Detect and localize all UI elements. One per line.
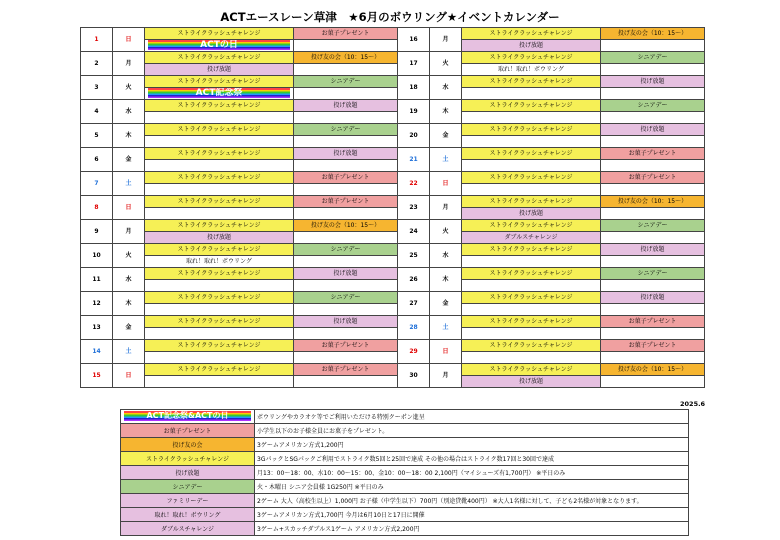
- event-sub-1: [145, 328, 294, 340]
- legend-row: [121, 480, 689, 494]
- calendar-row: [81, 292, 705, 304]
- weekday: 日: [113, 28, 145, 52]
- event-sub-1: [462, 256, 601, 268]
- weekday: 日: [113, 196, 145, 220]
- calendar-subrow: [81, 64, 705, 76]
- event-sub-2: [294, 64, 398, 76]
- calendar-subrow: [81, 304, 705, 316]
- event-sub-1: 投げ放題: [462, 376, 601, 388]
- event-secondary: お菓子プレゼント: [601, 172, 705, 184]
- calendar-subrow: [81, 256, 705, 268]
- weekday: 土: [430, 316, 462, 340]
- calendar-row: [81, 340, 705, 352]
- legend-row: [121, 452, 689, 466]
- event-secondary: 投げ友の会（10：15～）: [601, 196, 705, 208]
- legend-description: 3ゲームアメリカン方式1,200円: [255, 438, 689, 452]
- event-secondary: お菓子プレゼント: [294, 172, 398, 184]
- weekday: 木: [430, 268, 462, 292]
- event-sub-1: 投げ放題: [462, 208, 601, 220]
- day-number: 15: [81, 364, 113, 388]
- weekday: 月: [430, 364, 462, 388]
- event-secondary: シニアデー: [294, 76, 398, 88]
- page-title: ACTエースレーン草津 ★6月のボウリング★イベントカレンダー: [220, 10, 560, 24]
- event-sub-1: [145, 136, 294, 148]
- legend-name: 投げ友の会: [121, 438, 255, 452]
- event-strike-challenge: ストライクラッシュチャレンジ: [462, 76, 601, 88]
- event-secondary: 投げ放題: [294, 268, 398, 280]
- day-number: 21: [398, 148, 430, 172]
- legend-description: 2ゲーム 大人（高校生以上）1,000円 お子様（中学生以下）700円（別途貸靴400円） ※大人1名様に対して、子ども2名様が対象となります。: [255, 494, 689, 508]
- calendar-row: [81, 52, 705, 64]
- event-strike-challenge: ストライクラッシュチャレンジ: [145, 364, 294, 376]
- event-sub-1: [462, 328, 601, 340]
- calendar-subrow: [81, 184, 705, 196]
- weekday: 金: [113, 148, 145, 172]
- weekday: 水: [430, 76, 462, 100]
- event-secondary: シニアデー: [294, 292, 398, 304]
- day-number: 8: [81, 196, 113, 220]
- legend-name: ストライクラッシュチャレンジ: [121, 452, 255, 466]
- event-sub-2: [294, 184, 398, 196]
- event-secondary: シニアデー: [601, 220, 705, 232]
- event-strike-challenge: ストライクラッシュチャレンジ: [462, 172, 601, 184]
- day-number: 4: [81, 100, 113, 124]
- event-sub-1: [462, 184, 601, 196]
- event-sub-1: [145, 208, 294, 220]
- event-secondary: お菓子プレゼント: [294, 340, 398, 352]
- day-number: 2: [81, 52, 113, 76]
- calendar-row: [81, 196, 705, 208]
- event-sub-2: [601, 328, 705, 340]
- event-sub-2: [294, 304, 398, 316]
- event-strike-challenge: ストライクラッシュチャレンジ: [145, 316, 294, 328]
- calendar-subrow: [81, 352, 705, 364]
- legend-description: 3ゲーム+スカッチダブルス1ゲーム アメリカン方式2,200円: [255, 522, 689, 536]
- event-sub-2: [294, 280, 398, 292]
- event-sub-2: [294, 232, 398, 244]
- weekday: 土: [430, 148, 462, 172]
- day-number: 28: [398, 316, 430, 340]
- event-strike-challenge: ストライクラッシュチャレンジ: [145, 268, 294, 280]
- event-sub-2: [601, 88, 705, 100]
- legend-name: 投げ放題: [121, 466, 255, 480]
- event-sub-2: [294, 112, 398, 124]
- event-sub-1: [145, 40, 294, 52]
- event-strike-challenge: ストライクラッシュチャレンジ: [145, 76, 294, 88]
- event-calendar-table: [80, 27, 705, 388]
- day-number: 19: [398, 100, 430, 124]
- event-secondary: シニアデー: [294, 244, 398, 256]
- event-secondary: 投げ友の会（10：15～）: [294, 220, 398, 232]
- weekday: 土: [113, 340, 145, 364]
- calendar-subrow: [81, 40, 705, 52]
- day-number: 26: [398, 268, 430, 292]
- event-sub-1: 投げ放題: [462, 40, 601, 52]
- calendar-subrow: [81, 232, 705, 244]
- calendar-row: [81, 76, 705, 88]
- event-sub-2: [601, 160, 705, 172]
- event-secondary: 投げ友の会（10：15～）: [601, 364, 705, 376]
- legend-row: [121, 410, 689, 424]
- event-sub-2: [294, 208, 398, 220]
- calendar-subrow: [81, 208, 705, 220]
- event-strike-challenge: ストライクラッシュチャレンジ: [145, 292, 294, 304]
- weekday: 月: [430, 28, 462, 52]
- event-sub-2: [294, 352, 398, 364]
- day-number: 29: [398, 340, 430, 364]
- weekday: 土: [113, 172, 145, 196]
- weekday: 火: [113, 76, 145, 100]
- weekday: 水: [430, 244, 462, 268]
- day-number: 16: [398, 28, 430, 52]
- event-sub-1: [145, 304, 294, 316]
- weekday: 火: [430, 52, 462, 76]
- event-strike-challenge: ストライクラッシュチャレンジ: [462, 268, 601, 280]
- weekday: 金: [430, 124, 462, 148]
- event-strike-challenge: ストライクラッシュチャレンジ: [462, 220, 601, 232]
- event-secondary: シニアデー: [601, 100, 705, 112]
- day-number: 6: [81, 148, 113, 172]
- day-number: 5: [81, 124, 113, 148]
- event-sub-2: [601, 64, 705, 76]
- event-strike-challenge: ストライクラッシュチャレンジ: [462, 340, 601, 352]
- day-number: 17: [398, 52, 430, 76]
- calendar-subrow: [81, 280, 705, 292]
- calendar-subrow: [81, 328, 705, 340]
- event-sub-2: [601, 208, 705, 220]
- weekday: 木: [113, 124, 145, 148]
- event-sub-2: [294, 256, 398, 268]
- event-strike-challenge: ストライクラッシュチャレンジ: [145, 100, 294, 112]
- day-number: 24: [398, 220, 430, 244]
- event-strike-challenge: ストライクラッシュチャレンジ: [145, 52, 294, 64]
- legend-description: 火・木曜日 シニア会員様 1G250円 ※平日のみ: [255, 480, 689, 494]
- legend-row: [121, 424, 689, 438]
- weekday: 水: [113, 100, 145, 124]
- event-sub-1: [145, 160, 294, 172]
- calendar-subrow: [81, 160, 705, 172]
- calendar-subrow: [81, 88, 705, 100]
- legend-description: ボウリングやカラオケ等でご利用いただける特別クーポン進呈: [255, 410, 689, 424]
- legend-table: [120, 409, 689, 536]
- legend-description: 3ゲームアメリカン方式1,700円 今月は6月10日と17日に開催: [255, 508, 689, 522]
- event-sub-2: [294, 40, 398, 52]
- legend-name: [121, 410, 255, 424]
- event-secondary: 投げ放題: [294, 316, 398, 328]
- legend-row: [121, 438, 689, 452]
- legend-name: シニアデー: [121, 480, 255, 494]
- event-sub-1: [462, 160, 601, 172]
- calendar-row: [81, 244, 705, 256]
- event-sub-2: [601, 184, 705, 196]
- calendar-row: [81, 124, 705, 136]
- event-strike-challenge: ストライクラッシュチャレンジ: [145, 244, 294, 256]
- event-sub-1: [145, 88, 294, 100]
- event-sub-2: [601, 40, 705, 52]
- event-sub-1: [145, 352, 294, 364]
- weekday: 日: [113, 364, 145, 388]
- calendar-subrow: [81, 112, 705, 124]
- event-secondary: お菓子プレゼント: [601, 316, 705, 328]
- legend-name: ダブルスチャレンジ: [121, 522, 255, 536]
- day-number: 10: [81, 244, 113, 268]
- day-number: 23: [398, 196, 430, 220]
- event-sub-2: [294, 136, 398, 148]
- event-secondary: シニアデー: [294, 124, 398, 136]
- legend-name: 取れ！取れ！ボウリング: [121, 508, 255, 522]
- calendar-row: [81, 316, 705, 328]
- weekday: 月: [430, 196, 462, 220]
- day-number: 7: [81, 172, 113, 196]
- calendar-row: [81, 172, 705, 184]
- event-sub-1: 取れ！取れ！ボウリング: [145, 256, 294, 268]
- day-number: 13: [81, 316, 113, 340]
- event-sub-1: 投げ放題: [145, 232, 294, 244]
- event-sub-1: ダブルスチャレンジ: [462, 232, 601, 244]
- weekday: 木: [113, 292, 145, 316]
- day-number: 27: [398, 292, 430, 316]
- event-sub-2: [601, 352, 705, 364]
- event-secondary: 投げ放題: [601, 244, 705, 256]
- event-secondary: シニアデー: [601, 52, 705, 64]
- event-secondary: お菓子プレゼント: [601, 340, 705, 352]
- weekday: 金: [113, 316, 145, 340]
- event-secondary: 投げ友の会（10：15～）: [601, 28, 705, 40]
- day-number: 9: [81, 220, 113, 244]
- event-strike-challenge: ストライクラッシュチャレンジ: [462, 244, 601, 256]
- event-sub-1: [145, 280, 294, 292]
- event-strike-challenge: ストライクラッシュチャレンジ: [462, 124, 601, 136]
- event-secondary: 投げ放題: [601, 76, 705, 88]
- legend-banner: ACT記念祭&ACTの日: [124, 411, 251, 421]
- event-strike-challenge: ストライクラッシュチャレンジ: [462, 28, 601, 40]
- event-sub-2: [601, 280, 705, 292]
- event-sub-1: 投げ放題: [145, 64, 294, 76]
- day-number: 20: [398, 124, 430, 148]
- event-strike-challenge: ストライクラッシュチャレンジ: [145, 220, 294, 232]
- event-sub-1: [462, 280, 601, 292]
- event-sub-2: [601, 112, 705, 124]
- event-banner: ACT記念祭: [148, 88, 290, 98]
- event-strike-challenge: ストライクラッシュチャレンジ: [462, 364, 601, 376]
- weekday: 木: [430, 100, 462, 124]
- day-number: 14: [81, 340, 113, 364]
- day-number: 30: [398, 364, 430, 388]
- weekday: 水: [113, 268, 145, 292]
- weekday: 火: [113, 244, 145, 268]
- calendar-row: [81, 220, 705, 232]
- legend-description: 3GパックとSGパックご利用でストライク数5回と25回で達成 その他の場合はストライク数17回と30回で達成: [255, 452, 689, 466]
- weekday: 金: [430, 292, 462, 316]
- event-sub-1: [462, 352, 601, 364]
- event-sub-1: [462, 112, 601, 124]
- day-number: 25: [398, 244, 430, 268]
- calendar-row: [81, 364, 705, 376]
- event-strike-challenge: ストライクラッシュチャレンジ: [145, 28, 294, 40]
- legend-row: [121, 522, 689, 536]
- event-secondary: お菓子プレゼント: [294, 196, 398, 208]
- event-sub-1: [145, 112, 294, 124]
- event-secondary: お菓子プレゼント: [294, 364, 398, 376]
- event-sub-1: [462, 304, 601, 316]
- event-strike-challenge: ストライクラッシュチャレンジ: [462, 196, 601, 208]
- event-sub-2: [601, 376, 705, 388]
- event-sub-2: [294, 328, 398, 340]
- day-number: 3: [81, 76, 113, 100]
- event-strike-challenge: ストライクラッシュチャレンジ: [462, 148, 601, 160]
- legend-description: 月13：00～18：00、水10：00～15：00、金10：00～18：00 2,100円（マイシューズ有1,700円） ※平日のみ: [255, 466, 689, 480]
- weekday: 月: [113, 220, 145, 244]
- calendar-row: [81, 148, 705, 160]
- event-sub-2: [601, 256, 705, 268]
- day-number: 12: [81, 292, 113, 316]
- year-month-label: 2025.6: [680, 400, 706, 408]
- event-sub-2: [601, 304, 705, 316]
- event-sub-2: [601, 232, 705, 244]
- legend-row: [121, 494, 689, 508]
- event-strike-challenge: ストライクラッシュチャレンジ: [145, 340, 294, 352]
- weekday: 月: [113, 52, 145, 76]
- event-sub-2: [294, 376, 398, 388]
- calendar-subrow: [81, 376, 705, 388]
- event-sub-1: [462, 136, 601, 148]
- legend-description: 小学生以下のお子様全員にお菓子をプレゼント。: [255, 424, 689, 438]
- event-secondary: 投げ放題: [294, 100, 398, 112]
- calendar-subrow: [81, 136, 705, 148]
- legend-row: [121, 508, 689, 522]
- event-strike-challenge: ストライクラッシュチャレンジ: [145, 172, 294, 184]
- event-secondary: お菓子プレゼント: [294, 28, 398, 40]
- event-secondary: 投げ友の会（10：15～）: [294, 52, 398, 64]
- event-secondary: シニアデー: [601, 268, 705, 280]
- day-number: 22: [398, 172, 430, 196]
- calendar-row: [81, 100, 705, 112]
- event-banner: ACTの日: [148, 40, 290, 50]
- event-sub-1: [145, 184, 294, 196]
- event-strike-challenge: ストライクラッシュチャレンジ: [462, 316, 601, 328]
- event-strike-challenge: ストライクラッシュチャレンジ: [462, 52, 601, 64]
- event-secondary: 投げ放題: [601, 124, 705, 136]
- event-strike-challenge: ストライクラッシュチャレンジ: [462, 292, 601, 304]
- day-number: 1: [81, 28, 113, 52]
- legend-row: [121, 466, 689, 480]
- legend-name: お菓子プレゼント: [121, 424, 255, 438]
- day-number: 18: [398, 76, 430, 100]
- event-sub-1: [145, 376, 294, 388]
- event-strike-challenge: ストライクラッシュチャレンジ: [145, 148, 294, 160]
- event-sub-1: [462, 88, 601, 100]
- weekday: 火: [430, 220, 462, 244]
- day-number: 11: [81, 268, 113, 292]
- calendar-row: [81, 28, 705, 40]
- event-strike-challenge: ストライクラッシュチャレンジ: [462, 100, 601, 112]
- weekday: 日: [430, 340, 462, 364]
- event-sub-2: [294, 88, 398, 100]
- calendar-row: [81, 268, 705, 280]
- event-sub-2: [601, 136, 705, 148]
- event-strike-challenge: ストライクラッシュチャレンジ: [145, 196, 294, 208]
- event-strike-challenge: ストライクラッシュチャレンジ: [145, 124, 294, 136]
- event-secondary: 投げ放題: [294, 148, 398, 160]
- weekday: 日: [430, 172, 462, 196]
- event-sub-2: [294, 160, 398, 172]
- legend-name: ファミリーデー: [121, 494, 255, 508]
- event-secondary: お菓子プレゼント: [601, 148, 705, 160]
- event-secondary: 投げ放題: [601, 292, 705, 304]
- event-sub-1: 取れ！取れ！ボウリング: [462, 64, 601, 76]
